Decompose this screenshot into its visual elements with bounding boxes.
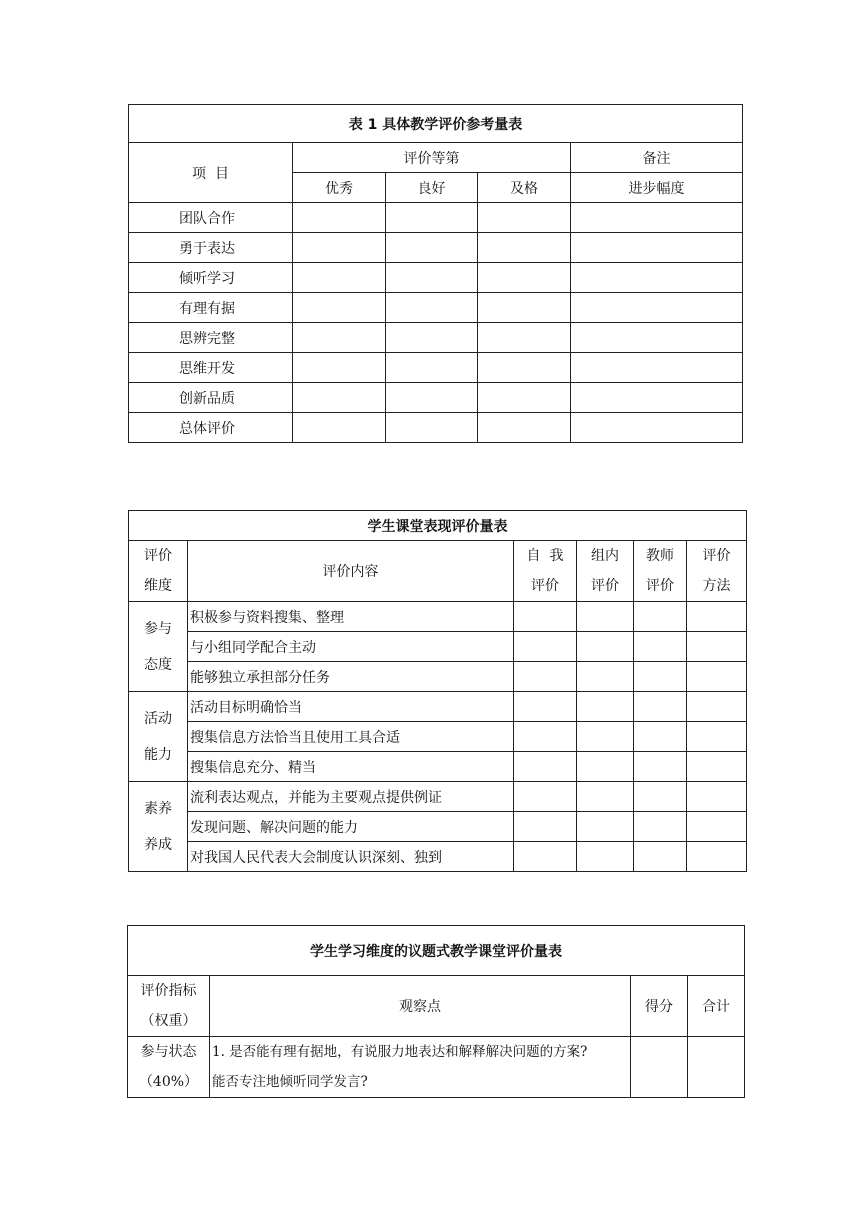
- table-row: [129, 692, 747, 722]
- cell: [634, 632, 687, 662]
- teacher-eval-header-line: 教师: [646, 548, 674, 564]
- content-cell: 对我国人民代表大会制度认识深刻、独到: [188, 842, 514, 872]
- table-row: [129, 353, 743, 383]
- table1-title: 表 1 具体教学评价参考量表: [129, 105, 743, 143]
- cell: [571, 263, 743, 293]
- cell: [687, 812, 747, 842]
- grade-good: 良好: [386, 173, 478, 203]
- table-row: [129, 383, 743, 413]
- cell: [293, 233, 386, 263]
- cell: [514, 722, 577, 752]
- observation-line: 能否专注地倾听同学发言?: [212, 1074, 368, 1090]
- cell: [293, 263, 386, 293]
- cell: [293, 383, 386, 413]
- cell: [688, 1037, 745, 1098]
- teacher-eval-header: [634, 541, 687, 602]
- table-row: [129, 752, 747, 782]
- table-row: [129, 722, 747, 752]
- indicator-header-line: 评价指标: [140, 983, 197, 999]
- group-eval-header-line: 组内: [591, 548, 619, 564]
- cell: [577, 632, 634, 662]
- cell: [386, 293, 478, 323]
- total-header: 合计: [688, 976, 745, 1037]
- cell: [687, 662, 747, 692]
- table-row: [129, 632, 747, 662]
- cell: [687, 692, 747, 722]
- cell: [293, 353, 386, 383]
- table-row: [129, 293, 743, 323]
- grade-pass: 及格: [478, 173, 571, 203]
- cell: [571, 413, 743, 443]
- method-header: [687, 541, 747, 602]
- cell: [514, 782, 577, 812]
- note-header: 备注: [571, 143, 743, 173]
- observation-header: 观察点: [210, 976, 631, 1037]
- dimension-line: 养成: [144, 836, 172, 853]
- table-row: [129, 812, 747, 842]
- row-label: 倾听学习: [129, 263, 293, 293]
- item-header: 项 目: [129, 143, 293, 203]
- cell: [634, 812, 687, 842]
- group-eval-header-line: 评价: [591, 578, 619, 594]
- table-row: [129, 782, 747, 812]
- table-row: [129, 413, 743, 443]
- indicator-line: （40%）: [138, 1074, 199, 1090]
- cell: [386, 323, 478, 353]
- cell: [478, 233, 571, 263]
- dimension-line: 能力: [144, 746, 172, 763]
- table-row: [129, 203, 743, 233]
- dimension-line: 参与: [144, 620, 172, 637]
- row-label: 创新品质: [129, 383, 293, 413]
- content-cell: 能够独立承担部分任务: [188, 662, 514, 692]
- cell: [577, 782, 634, 812]
- row-label: 总体评价: [129, 413, 293, 443]
- cell: [571, 233, 743, 263]
- table3-title: 学生学习维度的议题式教学课堂评价量表: [128, 926, 745, 976]
- dimension-line: 态度: [144, 656, 172, 673]
- self-eval-header: [514, 541, 577, 602]
- content-cell: 搜集信息方法恰当且使用工具合适: [188, 722, 514, 752]
- cell: [478, 413, 571, 443]
- cell: [478, 293, 571, 323]
- table-row: [129, 233, 743, 263]
- cell: [631, 1037, 688, 1098]
- cell: [293, 413, 386, 443]
- content-cell: 发现问题、解决问题的能力: [188, 812, 514, 842]
- content-cell: 活动目标明确恰当: [188, 692, 514, 722]
- cell: [478, 353, 571, 383]
- cell: [577, 662, 634, 692]
- cell: [634, 662, 687, 692]
- cell: [571, 203, 743, 233]
- cell: [577, 752, 634, 782]
- cell: [293, 293, 386, 323]
- cell: [577, 842, 634, 872]
- row-label: 思维开发: [129, 353, 293, 383]
- classroom-performance-table: [128, 510, 747, 872]
- cell: [577, 722, 634, 752]
- dimension-header-line: 维度: [144, 578, 172, 594]
- content-cell: 搜集信息充分、精当: [188, 752, 514, 782]
- method-header-line: 方法: [702, 578, 731, 594]
- cell: [571, 383, 743, 413]
- observation-cell: [210, 1037, 631, 1098]
- content-cell: 积极参与资料搜集、整理: [188, 602, 514, 632]
- cell: [514, 812, 577, 842]
- content-header: 评价内容: [188, 541, 514, 602]
- self-eval-header-line: 评价: [531, 578, 559, 594]
- progress-header: 进步幅度: [571, 173, 743, 203]
- cell: [577, 692, 634, 722]
- indicator-cell: [128, 1037, 210, 1098]
- cell: [571, 323, 743, 353]
- table-row: [128, 1037, 745, 1098]
- row-label: 有理有据: [129, 293, 293, 323]
- cell: [634, 722, 687, 752]
- cell: [514, 602, 577, 632]
- cell: [293, 323, 386, 353]
- cell: [386, 263, 478, 293]
- table-row: [129, 842, 747, 872]
- content-cell: 与小组同学配合主动: [188, 632, 514, 662]
- grade-excellent: 优秀: [293, 173, 386, 203]
- cell: [386, 413, 478, 443]
- cell: [514, 662, 577, 692]
- cell: [687, 842, 747, 872]
- indicator-header-line: （权重）: [140, 1013, 197, 1029]
- row-label: 思辨完整: [129, 323, 293, 353]
- table-row: [129, 263, 743, 293]
- table-row: [129, 662, 747, 692]
- dimension-line: 素养: [144, 800, 172, 817]
- cell: [386, 383, 478, 413]
- dimension-header: [129, 541, 188, 602]
- cell: [514, 752, 577, 782]
- row-label: 团队合作: [129, 203, 293, 233]
- cell: [478, 323, 571, 353]
- cell: [514, 842, 577, 872]
- cell: [634, 692, 687, 722]
- cell: [478, 263, 571, 293]
- group-eval-header: [577, 541, 634, 602]
- issue-based-teaching-table: [127, 925, 745, 1098]
- cell: [571, 293, 743, 323]
- cell: [478, 383, 571, 413]
- cell: [577, 602, 634, 632]
- cell: [386, 203, 478, 233]
- self-eval-header-line: 自 我: [526, 548, 564, 564]
- cell: [293, 203, 386, 233]
- table-row: [129, 602, 747, 632]
- grade-header: 评价等第: [293, 143, 571, 173]
- method-header-line: 评价: [702, 548, 731, 564]
- cell: [571, 353, 743, 383]
- cell: [687, 722, 747, 752]
- teacher-eval-header-line: 评价: [646, 578, 674, 594]
- dimension-cell: [129, 782, 188, 872]
- dimension-line: 活动: [144, 710, 172, 727]
- cell: [634, 842, 687, 872]
- table-row: [129, 323, 743, 353]
- dimension-header-line: 评价: [144, 548, 172, 564]
- cell: [577, 812, 634, 842]
- score-header: 得分: [631, 976, 688, 1037]
- cell: [386, 353, 478, 383]
- cell: [634, 782, 687, 812]
- cell: [514, 692, 577, 722]
- cell: [478, 203, 571, 233]
- indicator-header: [128, 976, 210, 1037]
- dimension-cell: [129, 692, 188, 782]
- content-cell: 流利表达观点，并能为主要观点提供例证: [188, 782, 514, 812]
- teaching-evaluation-table: [128, 104, 743, 443]
- cell: [634, 752, 687, 782]
- row-label: 勇于表达: [129, 233, 293, 263]
- cell: [687, 782, 747, 812]
- dimension-cell: [129, 602, 188, 692]
- cell: [386, 233, 478, 263]
- cell: [687, 602, 747, 632]
- cell: [687, 632, 747, 662]
- cell: [634, 602, 687, 632]
- observation-line: 1. 是否能有理有据地，有说服力地表达和解释解决问题的方案?: [212, 1044, 588, 1060]
- indicator-line: 参与状态: [140, 1044, 197, 1060]
- cell: [687, 752, 747, 782]
- cell: [514, 632, 577, 662]
- table2-title: 学生课堂表现评价量表: [129, 511, 747, 541]
